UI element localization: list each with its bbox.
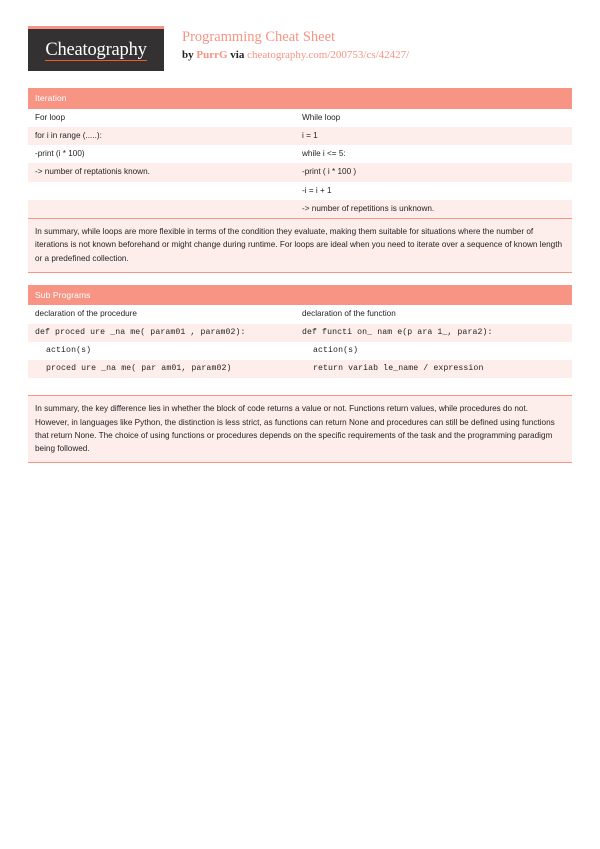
cell-function-return: return variab le_name / expression	[295, 360, 572, 378]
cell-empty	[28, 182, 295, 200]
cell-while-note: -> number of repetitions is unknown.	[295, 200, 572, 218]
cell-empty	[28, 378, 295, 395]
cell-function-actions: action(s)	[295, 342, 572, 360]
table-row	[28, 182, 572, 200]
page-header	[28, 26, 572, 74]
table-row	[28, 145, 572, 163]
cell-while-loop-heading: While loop	[295, 109, 572, 127]
table-row	[28, 324, 572, 342]
table-row	[28, 305, 572, 323]
cell-procedure-def: def proced ure _na me( param01 , param02):	[28, 324, 295, 342]
table-sub-programs	[28, 305, 572, 395]
byline	[182, 48, 572, 63]
cell-while-increment: -i = i + 1	[295, 182, 572, 200]
cell-procedure-heading: declaration of the procedure	[28, 305, 295, 323]
cell-procedure-call: proced ure _na me( par am01, param02)	[28, 360, 295, 378]
table-iteration	[28, 109, 572, 219]
byline-author[interactable]: PurrG	[196, 49, 228, 62]
cell-for-range: for i in range (.....):	[28, 127, 295, 145]
byline-via-label: via	[227, 49, 248, 62]
table-row	[28, 127, 572, 145]
table-row	[28, 200, 572, 218]
section-title-sub-programs: Sub Programs	[28, 285, 572, 306]
cell-for-print: -print (i * 100)	[28, 145, 295, 163]
cell-for-note: -> number of reptationis known.	[28, 163, 295, 181]
byline-source-url[interactable]: cheatography.com/200753/cs/42427/	[247, 49, 410, 62]
cell-i-equals-1: i = 1	[295, 127, 572, 145]
section-sub-programs	[28, 285, 572, 464]
section-iteration	[28, 88, 572, 273]
table-row	[28, 163, 572, 181]
cell-empty	[295, 378, 572, 395]
byline-by-label: by	[182, 49, 197, 62]
section-title-iteration: Iteration	[28, 88, 572, 109]
cell-while-print: -print ( i * 100 )	[295, 163, 572, 181]
table-row	[28, 378, 572, 395]
note-sub-programs-summary: In summary, the key difference lies in whether the block of code returns a value or not. Functions return values, while procedures do not. However, in languages like Python, the distinction is less strict, as functions can return None and procedures can still be defined using functions that return None. The choice of using functions or procedures depends on the specific requirements of the task and the programming paradigm being followed.	[28, 395, 572, 463]
cell-empty	[28, 200, 295, 218]
table-row	[28, 109, 572, 127]
page-title: Programming Cheat Sheet	[182, 29, 336, 45]
table-row	[28, 360, 572, 378]
header-text-block	[164, 26, 572, 63]
cell-function-heading: declaration of the function	[295, 305, 572, 323]
cell-while-condition: while i <= 5:	[295, 145, 572, 163]
cell-for-loop-heading: For loop	[28, 109, 295, 127]
cheatography-logo-text: Cheatography	[45, 39, 147, 60]
cheatography-logo[interactable]	[28, 26, 164, 71]
cell-procedure-actions: action(s)	[28, 342, 295, 360]
cell-function-def: def functi on_ nam e(p ara 1_, para2):	[295, 324, 572, 342]
table-row	[28, 342, 572, 360]
note-iteration-summary: In summary, while loops are more flexible in terms of the condition they evaluate, making them suitable for situations where the number of iterations is not known beforehand or might change during runtime. For loops are ideal when you need to iterate over a sequence of known length or a predefined collection.	[28, 218, 572, 273]
